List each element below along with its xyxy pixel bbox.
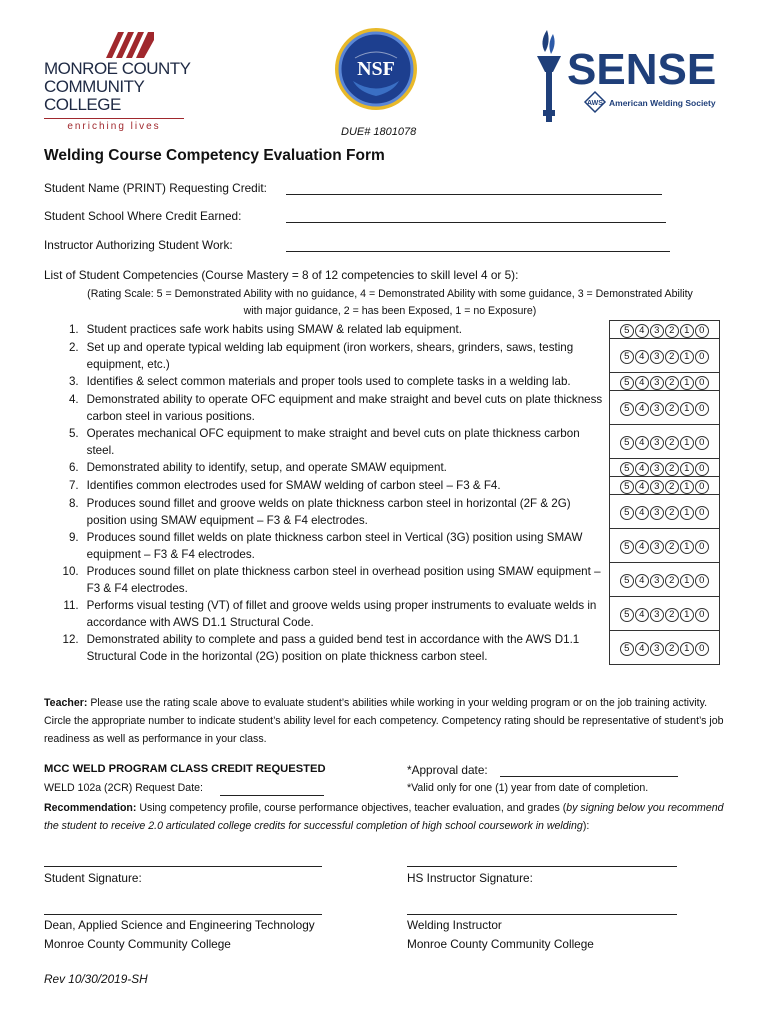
rating-circle-2[interactable]: 2 [665, 436, 679, 450]
rating-circle-2[interactable]: 2 [665, 506, 679, 520]
rating-circle-5[interactable]: 5 [620, 376, 634, 390]
rating-circle-5[interactable]: 5 [620, 436, 634, 450]
rating-circle-5[interactable]: 5 [620, 402, 634, 416]
rating-options [609, 563, 719, 597]
competency-row [44, 495, 720, 529]
competency-number: 7. [68, 478, 79, 492]
rating-circle-1[interactable]: 1 [680, 608, 694, 622]
dean-college: Monroe County Community College [44, 937, 231, 951]
rating-options [609, 339, 719, 373]
rating-options [609, 529, 719, 563]
competency-number: 4. [68, 392, 79, 406]
rating-circle-2[interactable]: 2 [665, 574, 679, 588]
competency-text: Demonstrated ability to complete and pass a guided bend test in accordance with the AWS D1.1 Structural Code in the horizontal (2G) position on plate thickness carbon steel. [86, 632, 580, 663]
competency-text: Identifies common electrodes used for SMAW welding of carbon steel – F3 & F4. [86, 478, 501, 492]
rating-circle-5[interactable]: 5 [620, 480, 634, 494]
rating-circle-1[interactable]: 1 [680, 506, 694, 520]
recommendation-end: ): [582, 820, 590, 832]
rating-circle-1[interactable]: 1 [680, 376, 694, 390]
welding-instructor-college: Monroe County Community College [407, 937, 594, 951]
rating-circle-4[interactable]: 4 [635, 324, 649, 338]
rating-circle-4[interactable]: 4 [635, 642, 649, 656]
request-date-label: WELD 102a (2CR) Request Date: [44, 782, 203, 794]
rating-circle-0[interactable]: 0 [695, 480, 709, 494]
dean-signature-line[interactable] [44, 904, 322, 915]
rating-options [609, 321, 719, 339]
rating-circle-4[interactable]: 4 [635, 608, 649, 622]
rating-circle-5[interactable]: 5 [620, 574, 634, 588]
rating-options [609, 425, 719, 459]
competency-row [44, 631, 720, 665]
hs-instructor-signature-label: HS Instructor Signature: [407, 871, 533, 885]
competency-row [44, 391, 720, 425]
rating-circle-4[interactable]: 4 [635, 480, 649, 494]
rating-circle-2[interactable]: 2 [665, 642, 679, 656]
rating-circle-2[interactable]: 2 [665, 350, 679, 364]
form-title: Welding Course Competency Evaluation Form [44, 147, 385, 164]
competency-number: 5. [68, 426, 79, 440]
rating-circle-0[interactable]: 0 [695, 462, 709, 476]
rating-circle-0[interactable]: 0 [695, 540, 709, 554]
rating-options [609, 477, 719, 495]
competency-number: 8. [68, 496, 79, 510]
rating-circle-0[interactable]: 0 [695, 324, 709, 338]
rating-options [609, 597, 719, 631]
rating-circle-4[interactable]: 4 [635, 540, 649, 554]
nsf-logo [333, 26, 419, 112]
competency-text: Student practices safe work habits using SMAW & related lab equipment. [86, 322, 462, 336]
rating-circle-3[interactable]: 3 [650, 540, 664, 554]
mccc-tagline: enriching lives [44, 118, 184, 132]
mccc-mark-icon [44, 26, 219, 60]
hs-instructor-signature-line[interactable] [407, 856, 677, 867]
rating-circle-1[interactable]: 1 [680, 480, 694, 494]
rating-options [609, 373, 719, 391]
student-name-label: Student Name (PRINT) Requesting Credit: [44, 181, 267, 195]
rating-circle-4[interactable]: 4 [635, 350, 649, 364]
rating-circle-5[interactable]: 5 [620, 324, 634, 338]
competency-row [44, 459, 720, 477]
rating-circle-3[interactable]: 3 [650, 436, 664, 450]
revision-note: Rev 10/30/2019-SH [44, 972, 148, 986]
rating-circle-4[interactable]: 4 [635, 402, 649, 416]
competency-intro: List of Student Competencies (Course Mastery = 8 of 12 competencies to skill level 4 or 5): [44, 268, 519, 282]
competency-row [44, 597, 720, 631]
student-signature-line[interactable] [44, 856, 322, 867]
recommendation-text: Using competency profile, course performance objectives, teacher evaluation, and grades ( [136, 802, 567, 814]
competency-text: Produces sound fillet on plate thickness carbon steel in overhead position using SMAW equipment – F3 & F4 electrodes. [86, 564, 601, 595]
rating-circle-2[interactable]: 2 [665, 324, 679, 338]
rating-circle-3[interactable]: 3 [650, 462, 664, 476]
teacher-label: Teacher: [44, 697, 88, 709]
nsf-text: NSF [357, 58, 395, 80]
rating-circle-1[interactable]: 1 [680, 642, 694, 656]
instructor-field[interactable] [286, 239, 670, 252]
welding-instructor-signature-line[interactable] [407, 904, 677, 915]
rating-circle-4[interactable]: 4 [635, 574, 649, 588]
rating-circle-2[interactable]: 2 [665, 540, 679, 554]
competency-number: 12. [62, 632, 79, 646]
rating-circle-0[interactable]: 0 [695, 608, 709, 622]
rating-circle-0[interactable]: 0 [695, 436, 709, 450]
teacher-instructions [44, 694, 726, 748]
credit-heading: MCC WELD PROGRAM CLASS CREDIT REQUESTED [44, 763, 326, 775]
rating-circle-4[interactable]: 4 [635, 436, 649, 450]
rating-circle-0[interactable]: 0 [695, 402, 709, 416]
competency-row [44, 321, 720, 339]
competency-number: 6. [68, 460, 79, 474]
rating-circle-3[interactable]: 3 [650, 574, 664, 588]
rating-circle-3[interactable]: 3 [650, 480, 664, 494]
mccc-name-line2: COMMUNITY COLLEGE [44, 77, 145, 114]
competency-row [44, 563, 720, 597]
valid-note: *Valid only for one (1) year from date of completion. [407, 782, 649, 794]
torch-icon [533, 26, 733, 126]
rating-circle-1[interactable]: 1 [680, 574, 694, 588]
rating-circle-1[interactable]: 1 [680, 436, 694, 450]
mccc-name-line1: MONROE COUNTY [44, 59, 191, 78]
welding-instructor-title: Welding Instructor [407, 918, 502, 932]
competency-number: 11. [63, 598, 79, 612]
rating-circle-0[interactable]: 0 [695, 506, 709, 520]
rating-options [609, 631, 719, 665]
recommendation [44, 799, 734, 835]
rating-circle-5[interactable]: 5 [620, 506, 634, 520]
school-field[interactable] [286, 210, 666, 223]
rating-circle-0[interactable]: 0 [695, 376, 709, 390]
approval-label: *Approval date: [407, 763, 488, 777]
mccc-logo [44, 26, 219, 132]
student-signature-label: Student Signature: [44, 871, 142, 885]
competency-row [44, 477, 720, 495]
rating-scale-line2: with major guidance, 2 = has been Exposed, 1 = no Exposure) [243, 305, 537, 317]
rating-circle-5[interactable]: 5 [620, 642, 634, 656]
competency-text: Operates mechanical OFC equipment to make straight and bevel cuts on plate thickness carbon steel. [86, 426, 580, 457]
competency-text: Demonstrated ability to operate OFC equipment and make straight and bevel cuts on plate thickness carbon steel in various positions. [86, 392, 603, 423]
competency-text: Set up and operate typical welding lab equipment (iron workers, shears, grinders, saws, testing equipment, etc.) [86, 340, 574, 371]
rating-circle-5[interactable]: 5 [620, 540, 634, 554]
instructor-label: Instructor Authorizing Student Work: [44, 238, 233, 252]
rating-circle-2[interactable]: 2 [665, 402, 679, 416]
competency-text: Demonstrated ability to identify, setup, and operate SMAW equipment. [86, 460, 447, 474]
competency-text: Produces sound fillet welds on plate thickness carbon steel in Vertical (3G) position using SMAW equipment – F3 & F4 electrodes. [86, 530, 583, 561]
rating-circle-2[interactable]: 2 [665, 608, 679, 622]
rating-circle-3[interactable]: 3 [650, 642, 664, 656]
competency-number: 10. [62, 564, 79, 578]
rating-circle-3[interactable]: 3 [650, 350, 664, 364]
due-number: DUE# 1801078 [341, 126, 417, 138]
aws-badge: AWS [587, 100, 603, 107]
sense-text: SENSE [567, 45, 717, 94]
rating-circle-1[interactable]: 1 [680, 540, 694, 554]
rating-circle-0[interactable]: 0 [695, 642, 709, 656]
school-label: Student School Where Credit Earned: [44, 209, 242, 223]
rating-circle-3[interactable]: 3 [650, 608, 664, 622]
rating-circle-1[interactable]: 1 [680, 350, 694, 364]
rating-circle-4[interactable]: 4 [635, 462, 649, 476]
competency-row [44, 529, 720, 563]
rating-circle-5[interactable]: 5 [620, 608, 634, 622]
competency-text: Produces sound fillet and groove welds on plate thickness carbon steel in horizontal (2F & 2G) position using SMAW equipment – F3 & F4 electrodes. [86, 496, 571, 527]
competency-number: 2. [68, 340, 79, 354]
rating-circle-5[interactable]: 5 [620, 462, 634, 476]
approval-date-field[interactable] [500, 764, 678, 777]
rating-options [609, 459, 719, 477]
rating-circle-0[interactable]: 0 [695, 350, 709, 364]
competency-row [44, 339, 720, 373]
rating-circle-3[interactable]: 3 [650, 324, 664, 338]
competency-number: 3. [68, 374, 79, 388]
competency-row [44, 373, 720, 391]
recommendation-label: Recommendation: [44, 802, 137, 814]
rating-circle-4[interactable]: 4 [635, 376, 649, 390]
rating-circle-2[interactable]: 2 [665, 376, 679, 390]
rating-circle-2[interactable]: 2 [665, 480, 679, 494]
teacher-text: Please use the rating scale above to evaluate student’s abilities while working in your welding program or on the job training activity. Circle the appropriate number to indicate student’s ability level for each competency. Competency rating should be representative of student’s job readiness as well as performance in your class. [44, 697, 724, 745]
competency-number: 1. [68, 322, 79, 336]
nsf-seal-icon [333, 26, 419, 112]
request-date-field[interactable] [220, 783, 324, 796]
rating-scale [50, 286, 730, 320]
rating-circle-1[interactable]: 1 [680, 324, 694, 338]
rating-options [609, 495, 719, 529]
rating-scale-line1: (Rating Scale: 5 = Demonstrated Ability with no guidance, 4 = Demonstrated Ability with some guidance, 3 = Demonstrated Ability [87, 288, 693, 300]
rating-circle-3[interactable]: 3 [650, 506, 664, 520]
competency-text: Identifies & select common materials and proper tools used to complete tasks in a welding lab. [86, 374, 571, 388]
rating-circle-1[interactable]: 1 [680, 462, 694, 476]
rating-circle-0[interactable]: 0 [695, 574, 709, 588]
competency-number: 9. [68, 530, 79, 544]
aws-text: American Welding Society [609, 98, 716, 108]
competency-text: Performs visual testing (VT) of fillet and groove welds using proper instruments to evaluate welds in accordance with AWS D1.1 Structural Code. [86, 598, 597, 629]
competency-table [44, 320, 720, 665]
dean-title: Dean, Applied Science and Engineering Technology [44, 918, 315, 932]
student-name-field[interactable] [286, 182, 662, 195]
competency-row [44, 425, 720, 459]
rating-circle-3[interactable]: 3 [650, 402, 664, 416]
rating-circle-5[interactable]: 5 [620, 350, 634, 364]
rating-circle-4[interactable]: 4 [635, 506, 649, 520]
sense-logo [533, 26, 733, 126]
rating-options [609, 391, 719, 425]
recommendation-italic: by signing below you recommend the student to receive 2.0 articulated college credits for successful completion of high school coursework in welding [44, 802, 724, 832]
rating-circle-1[interactable]: 1 [680, 402, 694, 416]
rating-circle-2[interactable]: 2 [665, 462, 679, 476]
rating-circle-3[interactable]: 3 [650, 376, 664, 390]
